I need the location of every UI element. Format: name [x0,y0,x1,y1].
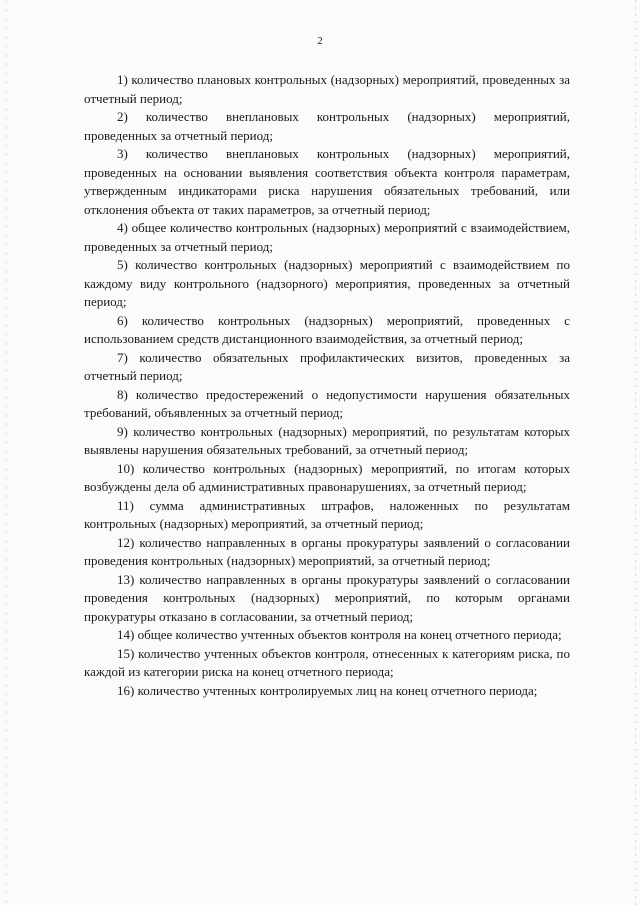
list-item: 2) количество внеплановых контрольных (надзорных) мероприятий, проведенных за отчетный период; [84,109,570,143]
list-item: 15) количество учтенных объектов контроля, отнесенных к категориям риска, по каждой из категории риска на конец отчетного периода; [84,645,570,679]
list-item: 9) количество контрольных (надзорных) мероприятий, по результатам которых выявлены нарушения обязательных требований, за отчетный период; [84,423,570,457]
list-item: 13) количество направленных в органы прокуратуры заявлений о согласовании проведения контрольных (надзорных) мероприятий, по которым органами прокуратуры отказано в согласовании, за отчетный период; [84,571,570,624]
scan-edge-right [635,0,636,905]
document-body [84,71,570,700]
list-item: 5) количество контрольных (надзорных) мероприятий с взаимодействием по каждому виду контрольного (надзорного) мероприятия, проведенных за отчетный период; [84,257,570,309]
page-number: 2 [317,35,323,47]
list-item: 8) количество предостережений о недопустимости нарушения обязательных требований, объявленных за отчетный период; [84,386,570,420]
list-item: 3) количество внеплановых контрольных (надзорных) мероприятий, проведенных на основании выявления соответствия объекта контроля параметрам, утвержденным индикаторами риска нарушения обязательных требований, или отклонения объекта от таких параметров, за отчетный период; [84,146,570,217]
list-item: 6) количество контрольных (надзорных) мероприятий, проведенных с использованием средств дистанционного взаимодействия, за отчетный период; [84,312,570,346]
list-item: 4) общее количество контрольных (надзорных) мероприятий с взаимодействием, проведенных за отчетный период; [84,220,570,254]
list-item: 10) количество контрольных (надзорных) мероприятий, по итогам которых возбуждены дела об административных правонарушениях, за отчетный период; [84,460,570,494]
list-item: 7) количество обязательных профилактических визитов, проведенных за отчетный период; [84,349,570,383]
list-item: 16) количество учтенных контролируемых лиц на конец отчетного периода; [117,682,538,698]
scan-edge-left [6,0,7,905]
list-item: 1) количество плановых контрольных (надзорных) мероприятий, проведенных за отчетный период; [84,72,570,106]
list-item: 12) количество направленных в органы прокуратуры заявлений о согласовании проведения контрольных (надзорных) мероприятий, за отчетный период; [84,534,570,568]
list-item: 14) общее количество учтенных объектов контроля на конец отчетного периода; [117,627,562,642]
list-item: 11) сумма административных штрафов, наложенных по результатам контрольных (надзорных) мероприятий, за отчетный период; [84,497,570,531]
